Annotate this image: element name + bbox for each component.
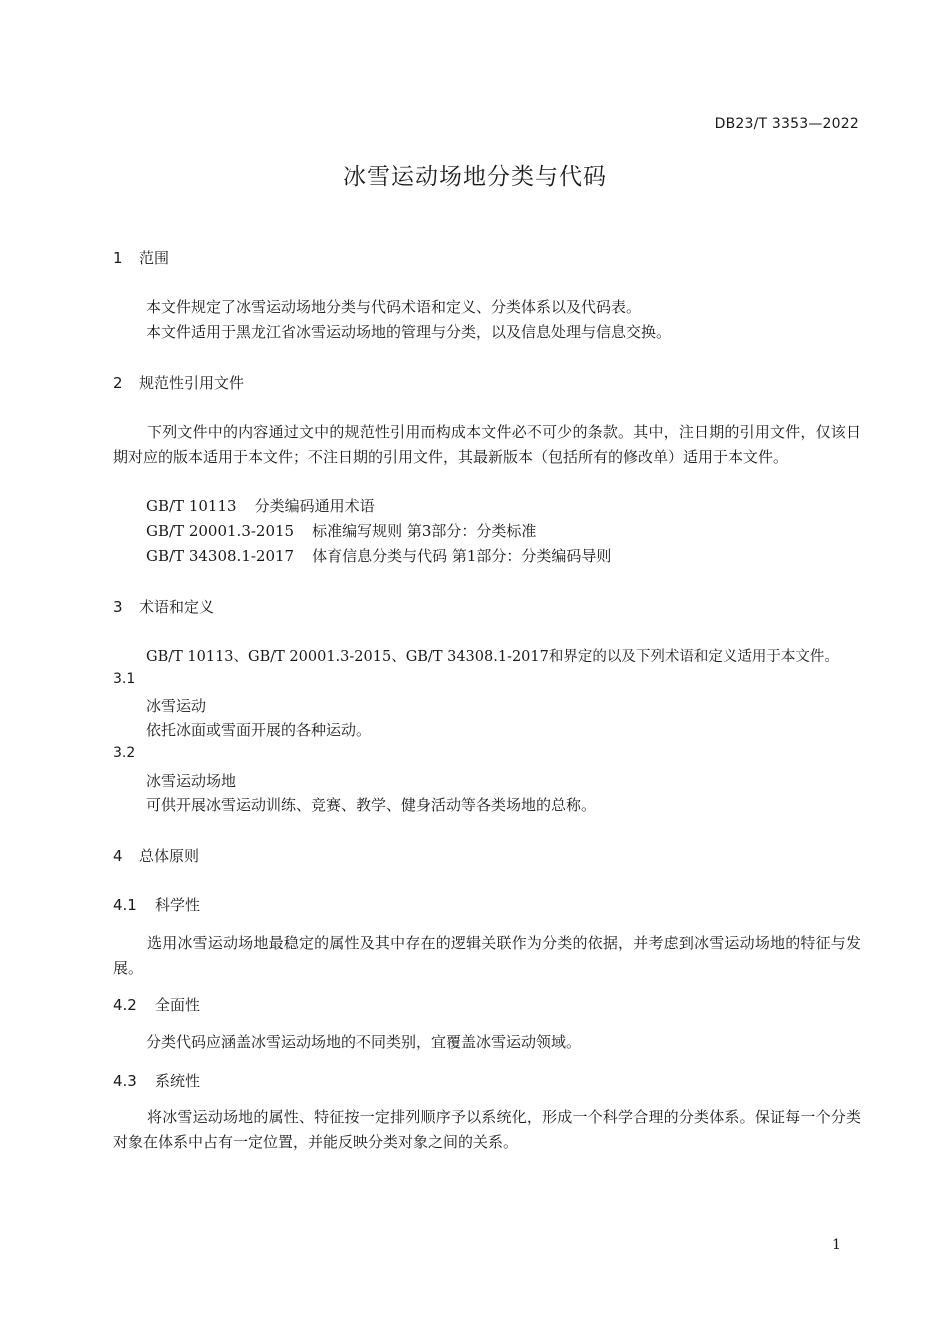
subsection-heading-4-1 [113,894,200,915]
paragraph: 选用冰雪运动场地最稳定的属性及其中存在的逻辑关联作为分类的依据，并考虑到冰雪运动场地的特征与发展。 [113,934,861,977]
paragraph: 本文件适用于黑龙江省冰雪运动场地的管理与分类，以及信息处理与信息交换。 [146,323,672,341]
subsection-heading-4-2 [113,994,200,1015]
section-number: 2 [113,374,123,392]
reference-item [146,520,536,541]
section-heading-1 [113,247,169,268]
paragraph: 分类代码应涵盖冰雪运动场地的不同类别，宜覆盖冰雪运动领域。 [146,1033,582,1051]
subsection-title: 科学性 [155,896,201,914]
subsection-title: 系统性 [155,1072,201,1090]
page-title: 冰雪运动场地分类与代码 [343,164,607,190]
subsection-title: 全面性 [155,996,201,1014]
paragraph: 本文件规定了冰雪运动场地分类与代码术语和定义、分类体系以及代码表。 [146,298,642,316]
section-title: 总体原则 [139,847,200,865]
subsection-number: 4.2 [113,996,137,1014]
reference-title: 体育信息分类与代码 第1部分：分类编码导则 [312,547,612,565]
reference-code: GB/T 20001.3-2015 [146,522,295,540]
section-heading-2 [113,372,244,393]
document-number: DB23/T 3353—2022 [714,116,859,132]
subsection-heading-4-3 [113,1070,200,1091]
section-title: 术语和定义 [139,598,215,616]
page-number: 1 [832,1237,841,1253]
term-definition: 依托冰面或雪面开展的各种运动。 [146,721,372,739]
section-number: 4 [113,847,123,865]
section-heading-4 [113,845,199,866]
subsection-number: 4.3 [113,1072,137,1090]
subsection-number: 4.1 [113,896,137,914]
section-number: 3 [113,598,123,616]
reference-code: GB/T 10113 [146,497,237,515]
term-definition: 可供开展冰雪运动训练、竞赛、教学、健身活动等各类场地的总称。 [146,796,597,814]
term-name: 冰雪运动场地 [146,772,237,790]
paragraph: 将冰雪运动场地的属性、特征按一定排列顺序予以系统化，形成一个科学合理的分类体系。保证每一个分类对象在体系中占有一定位置，并能反映分类对象之间的关系。 [113,1108,861,1151]
section-heading-3 [113,596,214,617]
section-title: 范围 [139,249,170,267]
term-number: 3.2 [113,745,136,761]
paragraph: 下列文件中的内容通过文中的规范性引用而构成本文件必不可少的条款。其中，注日期的引用文件，仅该日期对应的版本适用于本文件；不注日期的引用文件，其最新版本（包括所有的修改单）适用于本文件。 [113,423,861,466]
reference-code: GB/T 34308.1-2017 [146,547,295,565]
term-name: 冰雪运动 [146,697,207,715]
reference-item [146,495,375,516]
reference-title: 分类编码通用术语 [254,497,375,515]
term-number: 3.1 [113,671,136,687]
reference-item [146,545,611,566]
section-number: 1 [113,249,123,267]
section-title: 规范性引用文件 [139,374,245,392]
reference-title: 标准编写规则 第3部分：分类标准 [312,522,537,540]
paragraph: GB/T 10113、GB/T 20001.3-2015、GB/T 34308.1-2017和界定的以及下列术语和定义适用于本文件。 [146,649,839,665]
